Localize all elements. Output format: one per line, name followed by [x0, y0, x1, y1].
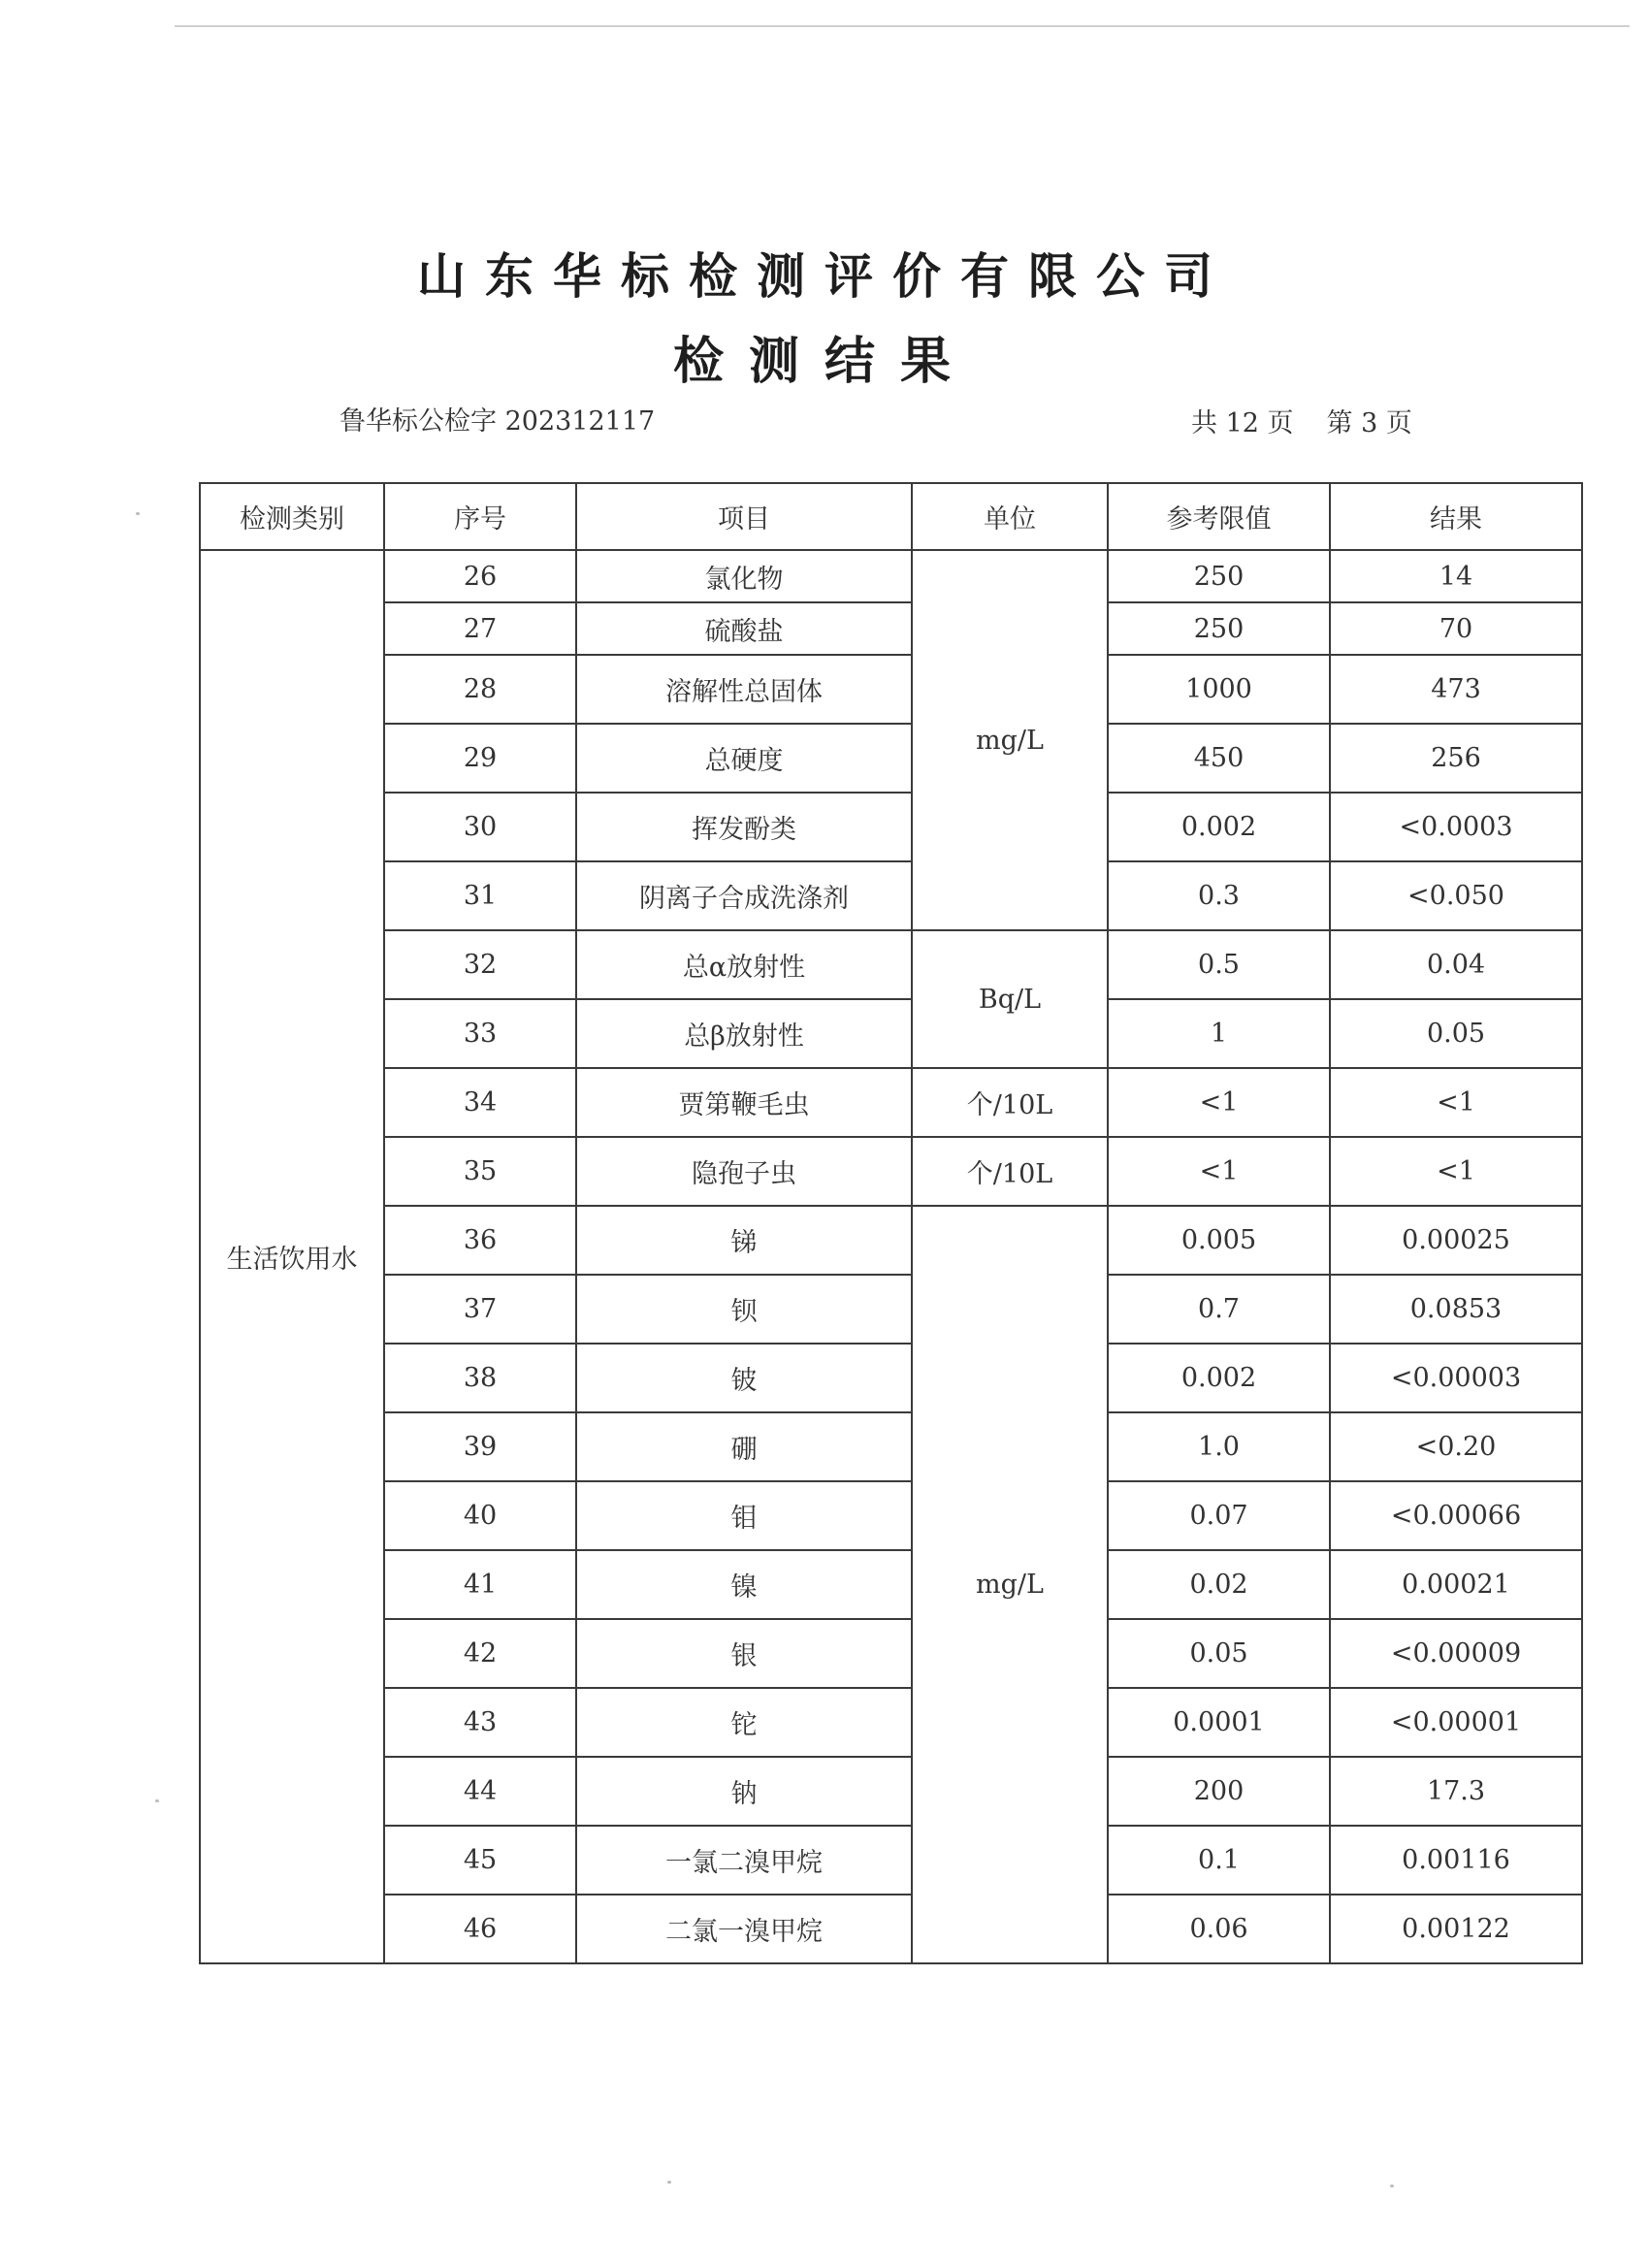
column-header-limit: 参考限值: [1108, 483, 1330, 550]
row-item: 镍: [576, 1550, 912, 1619]
row-result: 0.05: [1330, 999, 1582, 1068]
row-limit: 200: [1108, 1757, 1330, 1826]
row-unit: 个/10L: [912, 1068, 1108, 1137]
table-row: [200, 1550, 1582, 1619]
row-item: 溶解性总固体: [576, 655, 912, 724]
row-no: 37: [384, 1275, 576, 1344]
row-item: 总α放射性: [576, 930, 912, 999]
scan-top-edge: [175, 25, 1630, 27]
row-no: 28: [384, 655, 576, 724]
row-item: 挥发酚类: [576, 793, 912, 861]
row-result: 0.00021: [1330, 1550, 1582, 1619]
table-row: [200, 1619, 1582, 1688]
page-info: [1191, 402, 1412, 439]
row-result: 14: [1330, 550, 1582, 602]
table-row: [200, 1344, 1582, 1412]
row-no: 30: [384, 793, 576, 861]
row-item: 阴离子合成洗涤剂: [576, 861, 912, 930]
row-result: <1: [1330, 1068, 1582, 1137]
row-item: 硫酸盐: [576, 602, 912, 655]
table-row: [200, 1412, 1582, 1481]
row-item: 银: [576, 1619, 912, 1688]
table-row: [200, 550, 1582, 602]
results-table: [199, 482, 1583, 1964]
table-header-row: [200, 483, 1582, 550]
row-no: 41: [384, 1550, 576, 1619]
document-title: 检测结果: [672, 332, 976, 391]
table-row: [200, 1137, 1582, 1206]
row-item: 铍: [576, 1344, 912, 1412]
row-unit: Bq/L: [912, 930, 1108, 1068]
row-result: <0.0003: [1330, 793, 1582, 861]
row-result: <0.050: [1330, 861, 1582, 930]
table-row: [200, 1895, 1582, 1963]
row-result: 0.00122: [1330, 1895, 1582, 1963]
column-header-no: 序号: [384, 483, 576, 550]
row-limit: 250: [1108, 550, 1330, 602]
table-row: [200, 724, 1582, 793]
row-unit: mg/L: [912, 1206, 1108, 1963]
row-item: 钼: [576, 1481, 912, 1550]
row-result: 473: [1330, 655, 1582, 724]
scan-speck: [155, 1799, 159, 1802]
row-result: 256: [1330, 724, 1582, 793]
row-limit: 250: [1108, 602, 1330, 655]
row-no: 29: [384, 724, 576, 793]
row-no: 33: [384, 999, 576, 1068]
row-limit: 0.3: [1108, 861, 1330, 930]
row-no: 26: [384, 550, 576, 602]
row-result: 0.04: [1330, 930, 1582, 999]
row-item: 铊: [576, 1688, 912, 1757]
table-row: [200, 655, 1582, 724]
scan-speck: [667, 2181, 671, 2184]
row-item: 贾第鞭毛虫: [576, 1068, 912, 1137]
row-limit: 0.06: [1108, 1895, 1330, 1963]
row-limit: 450: [1108, 724, 1330, 793]
row-item: 硼: [576, 1412, 912, 1481]
row-limit: 0.5: [1108, 930, 1330, 999]
row-item: 总硬度: [576, 724, 912, 793]
row-limit: 0.1: [1108, 1826, 1330, 1895]
column-header-category: 检测类别: [200, 483, 384, 550]
row-result: 17.3: [1330, 1757, 1582, 1826]
report-number: 鲁华标公检字 202312117: [340, 406, 656, 437]
column-header-unit: 单位: [912, 483, 1108, 550]
row-no: 42: [384, 1619, 576, 1688]
row-no: 40: [384, 1481, 576, 1550]
row-no: 44: [384, 1757, 576, 1826]
row-item: 隐孢子虫: [576, 1137, 912, 1206]
table-row: [200, 1275, 1582, 1344]
row-limit: 1000: [1108, 655, 1330, 724]
table-row: [200, 602, 1582, 655]
row-result: <0.00066: [1330, 1481, 1582, 1550]
row-no: 32: [384, 930, 576, 999]
row-item: 总β放射性: [576, 999, 912, 1068]
row-result: 70: [1330, 602, 1582, 655]
scan-speck: [1390, 2185, 1394, 2187]
row-limit: <1: [1108, 1137, 1330, 1206]
table-row: [200, 1826, 1582, 1895]
row-limit: 0.002: [1108, 1344, 1330, 1412]
row-no: 36: [384, 1206, 576, 1275]
row-item: 钡: [576, 1275, 912, 1344]
row-result: <0.20: [1330, 1412, 1582, 1481]
row-result: 0.00025: [1330, 1206, 1582, 1275]
row-no: 31: [384, 861, 576, 930]
row-result: 0.0853: [1330, 1275, 1582, 1344]
row-limit: 1.0: [1108, 1412, 1330, 1481]
column-header-item: 项目: [576, 483, 912, 550]
row-result: <0.00009: [1330, 1619, 1582, 1688]
row-no: 46: [384, 1895, 576, 1963]
row-item: 二氯一溴甲烷: [576, 1895, 912, 1963]
table-row: [200, 999, 1582, 1068]
row-result: <0.00001: [1330, 1688, 1582, 1757]
total-pages: 共 12 页: [1191, 408, 1294, 438]
row-limit: <1: [1108, 1068, 1330, 1137]
row-limit: 0.002: [1108, 793, 1330, 861]
row-item: 氯化物: [576, 550, 912, 602]
row-limit: 0.005: [1108, 1206, 1330, 1275]
row-item: 锑: [576, 1206, 912, 1275]
table-row: [200, 1688, 1582, 1757]
row-unit: 个/10L: [912, 1137, 1108, 1206]
table-row: [200, 1481, 1582, 1550]
column-header-result: 结果: [1330, 483, 1582, 550]
row-item: 一氯二溴甲烷: [576, 1826, 912, 1895]
row-limit: 0.0001: [1108, 1688, 1330, 1757]
row-no: 38: [384, 1344, 576, 1412]
table-row: [200, 1068, 1582, 1137]
scan-speck: [136, 512, 140, 515]
row-no: 45: [384, 1826, 576, 1895]
row-no: 34: [384, 1068, 576, 1137]
row-no: 35: [384, 1137, 576, 1206]
row-no: 39: [384, 1412, 576, 1481]
current-page: 第 3 页: [1326, 408, 1412, 438]
row-result: 0.00116: [1330, 1826, 1582, 1895]
table-row: [200, 1757, 1582, 1826]
table-row: [200, 793, 1582, 861]
row-unit: mg/L: [912, 550, 1108, 930]
row-item: 钠: [576, 1757, 912, 1826]
row-limit: 1: [1108, 999, 1330, 1068]
table-row: [200, 1206, 1582, 1275]
table-row: [200, 861, 1582, 930]
table-row: [200, 930, 1582, 999]
company-name: 山东华标检测评价有限公司: [417, 247, 1232, 305]
row-no: 43: [384, 1688, 576, 1757]
row-limit: 0.02: [1108, 1550, 1330, 1619]
row-limit: 0.05: [1108, 1619, 1330, 1688]
category-cell: 生活饮用水: [200, 550, 384, 1963]
row-result: <0.00003: [1330, 1344, 1582, 1412]
row-limit: 0.7: [1108, 1275, 1330, 1344]
row-limit: 0.07: [1108, 1481, 1330, 1550]
row-no: 27: [384, 602, 576, 655]
row-result: <1: [1330, 1137, 1582, 1206]
